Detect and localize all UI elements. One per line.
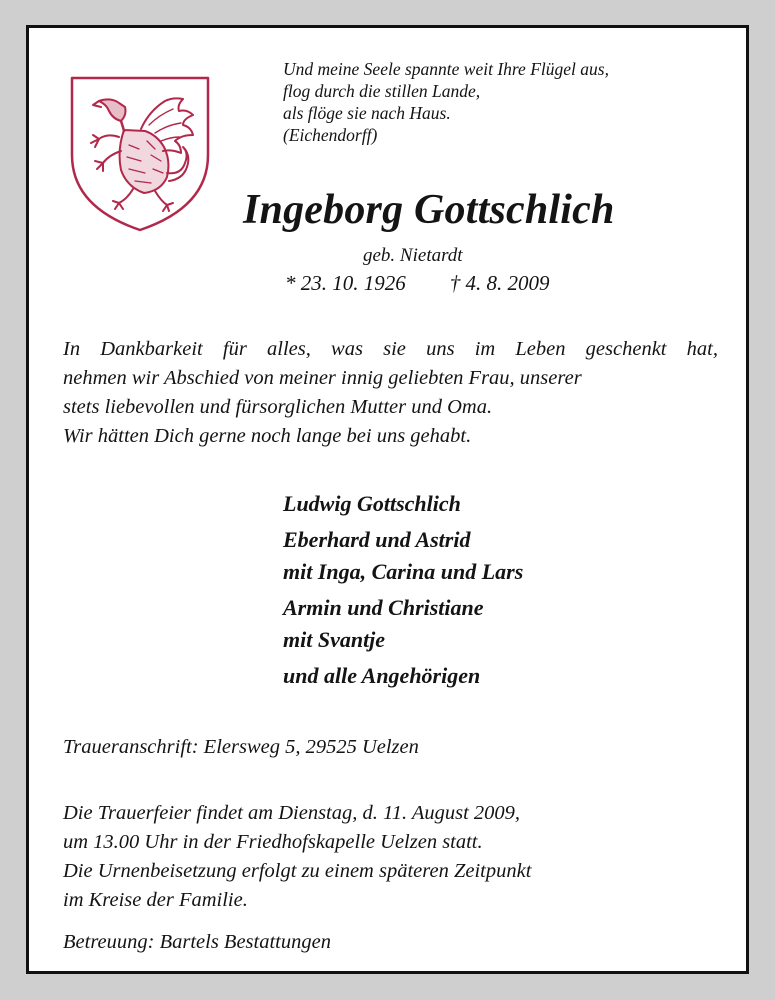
mourner-group [283,488,523,520]
mourner-name: mit Inga, Carina und Lars [283,559,524,584]
death-date: † 4. 8. 2009 [449,271,550,295]
obituary-card [26,25,749,974]
mourner-group [283,660,523,692]
deceased-name: Ingeborg Gottschlich [243,187,615,233]
mourner-name: Eberhard und Astrid [283,527,471,552]
birth-date: * 23. 10. 1926 [285,271,406,295]
ceremony-line: um 13.00 Uhr in der Friedhofskapelle Uelzen statt. [63,831,483,853]
birth-name: geb. Nietardt [363,245,463,266]
farewell-message [63,335,718,451]
mourner-name: mit Svantje [283,627,386,652]
poem-line: Und meine Seele spannte weit Ihre Flügel aus, [283,59,609,79]
mourner-group [283,592,523,656]
mourner-name: Ludwig Gottschlich [283,491,461,516]
poem-author: (Eichendorff) [283,125,378,145]
mourners-list [283,488,523,696]
ceremony-line: Die Trauerfeier findet am Dienstag, d. 11. August 2009, [63,802,521,824]
mourner-name: Armin und Christiane [283,595,484,620]
message-line: In Dankbarkeit für alles, was sie uns im Leben geschenkt hat, [63,338,718,360]
griffin-coat-of-arms-icon [69,75,211,233]
message-line: Wir hätten Dich gerne noch lange bei uns gehabt. [63,425,472,447]
mourner-group [283,524,523,588]
mourning-address: Traueranschrift: Elersweg 5, 29525 Uelzen [63,736,419,758]
ceremony-details [63,799,531,915]
life-dates [285,271,550,296]
ceremony-line: Die Urnenbeisetzung erfolgt zu einem späteren Zeitpunkt [63,860,532,882]
poem-quote [283,58,609,146]
message-line: nehmen wir Abschied von meiner innig geliebten Frau, unserer [63,367,582,389]
message-line: stets liebevollen und fürsorglichen Mutter und Oma. [63,396,493,418]
poem-line: als flöge sie nach Haus. [283,103,451,123]
mourner-name: und alle Angehörigen [283,663,481,688]
ceremony-line: im Kreise der Familie. [63,889,248,911]
poem-line: flog durch die stillen Lande, [283,81,481,101]
funeral-home: Betreuung: Bartels Bestattungen [63,931,331,953]
